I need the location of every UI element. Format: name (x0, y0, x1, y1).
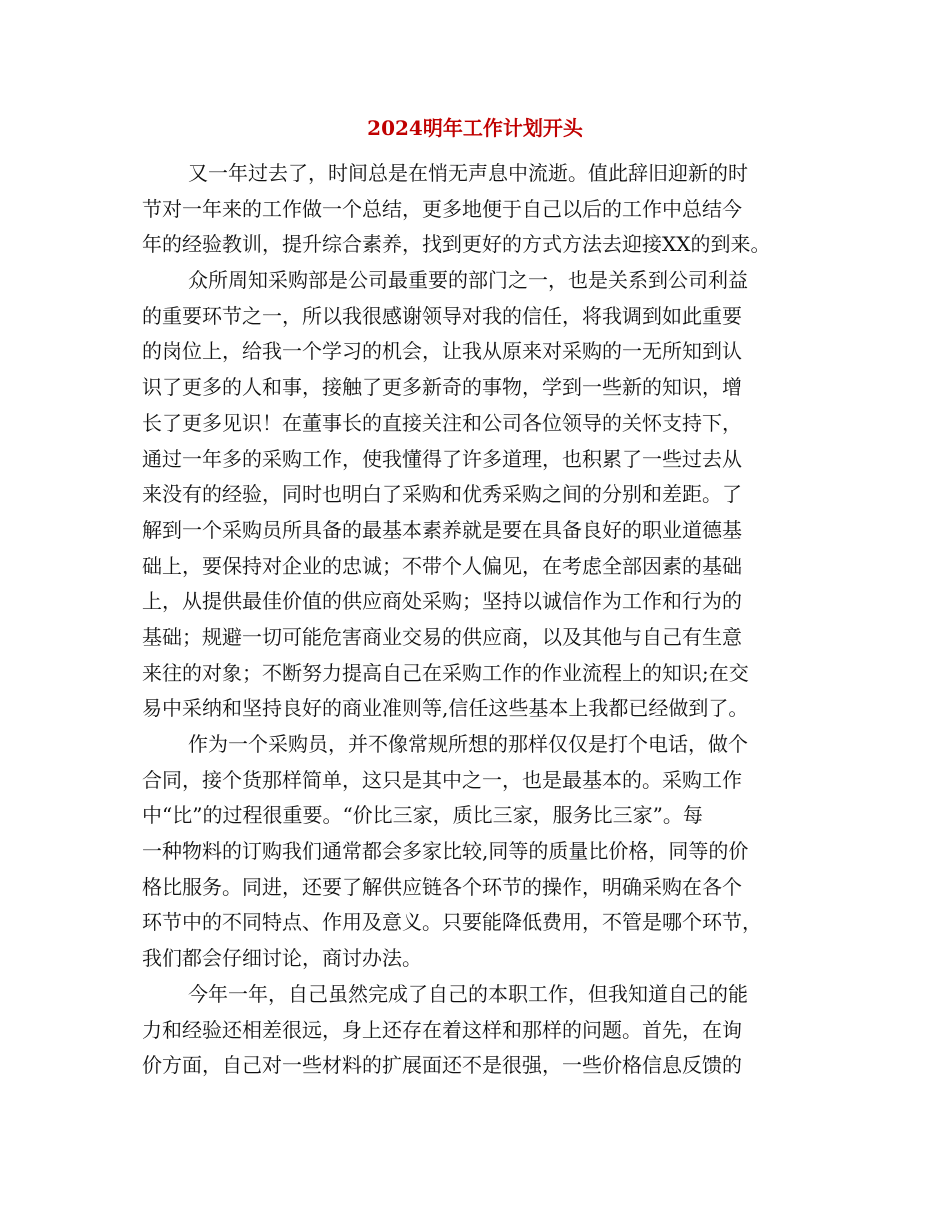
paragraph-line: 价方面，自己对一些材料的扩展面还不是很强，一些价格信息反馈的 (142, 1053, 742, 1078)
paragraph-line: 基础；规避一切可能危害商业交易的供应商，以及其他与自己有生意 (142, 624, 742, 649)
paragraph-line: 上，从提供最佳价值的供应商处采购；坚持以诚信作为工作和行为的 (142, 589, 742, 614)
paragraph-line: 识了更多的人和事，接触了更多新奇的事物，学到一些新的知识，增 (142, 375, 742, 400)
paragraph-line: 作为一个采购员，并不像常规所想的那样仅仅是打个电话，做个 (188, 732, 748, 756)
paragraph-line: 来没有的经验，同时也明白了采购和优秀采购之间的分别和差距。了 (142, 482, 742, 507)
paragraph-line: 节对一年来的工作做一个总结，更多地便于自己以后的工作中总结今 (142, 196, 742, 221)
paragraph-line: 年的经验教训，提升综合素养，找到更好的方式方法去迎接XX的到来。 (142, 232, 771, 257)
paragraph-line: 今年一年，自己虽然完成了自己的本职工作，但我知道自己的能 (188, 981, 748, 1006)
document-title: 2024明年工作计划开头 (367, 116, 583, 140)
paragraph-line: 来往的对象；不断努力提高自己在采购工作的作业流程上的知识;在交 (142, 660, 749, 685)
paragraph-line: 我们都会仔细讨论，商讨办法。 (142, 946, 422, 971)
paragraph-line: 通过一年多的采购工作，使我懂得了许多道理，也积累了一些过去从 (142, 446, 742, 471)
paragraph-line: 格比服务。同进，还要了解供应链各个环节的操作，明确采购在各个 (142, 874, 742, 899)
paragraph-line: 众所周知采购部是公司最重要的部门之一，也是关系到公司利益 (188, 268, 748, 293)
paragraph-line: 合同，接个货那样简单，这只是其中之一，也是最基本的。采购工作 (142, 767, 742, 792)
paragraph-line: 一种物料的订购我们通常都会多家比较,同等的质量比价格，同等的价 (142, 839, 749, 864)
paragraph-line: 又一年过去了，时间总是在悄无声息中流逝。值此辞旧迎新的时 (188, 161, 748, 185)
paragraph-line: 的重要环节之一，所以我很感谢领导对我的信任，将我调到如此重要 (142, 303, 742, 328)
paragraph-line: 解到一个采购员所具备的最基本素养就是要在具备良好的职业道德基 (142, 517, 742, 542)
paragraph-line: 础上，要保持对企业的忠诚；不带个人偏见，在考虑全部因素的基础 (142, 553, 742, 578)
paragraph-line: 中“比”的过程很重要。“价比三家，质比三家，服务比三家”。每 (142, 803, 703, 828)
paragraph-line: 易中采纳和坚持良好的商业准则等,信任这些基本上我都已经做到了。 (142, 696, 749, 721)
paragraph-line: 环节中的不同特点、作用及意义。只要能降低费用，不管是哪个环节， (142, 910, 762, 935)
document-body (142, 156, 822, 1084)
paragraph-line: 力和经验还相差很远，身上还存在着这样和那样的问题。首先，在询 (142, 1017, 742, 1042)
paragraph-line: 长了更多见识！在董事长的直接关注和公司各位领导的关怀支持下， (142, 410, 742, 435)
paragraph-line: 的岗位上，给我一个学习的机会，让我从原来对采购的一无所知到认 (142, 339, 742, 364)
